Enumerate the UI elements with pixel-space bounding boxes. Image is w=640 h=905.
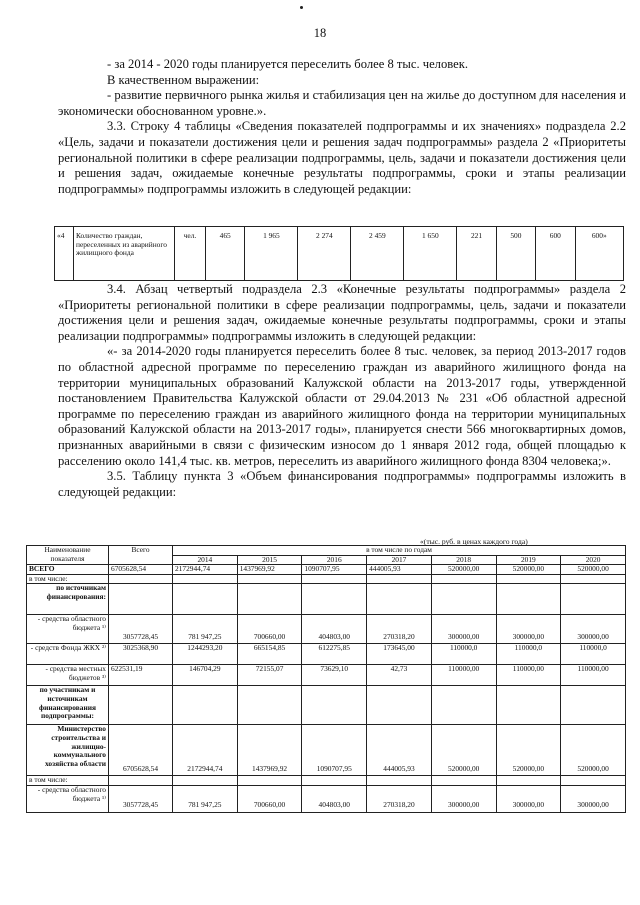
row-total: 6705628,54 <box>109 725 173 776</box>
header-year: 2018 <box>431 555 496 565</box>
table-row <box>27 785 626 812</box>
header-total: Всего <box>109 546 173 565</box>
row-total: 3057728,45 <box>109 785 173 812</box>
paragraph-3: - развитие первичного рынка жилья и стабилизация цен на жилье до доступном для населения и экономически обоснованном уровне.». <box>58 88 626 118</box>
table-cell: 1 965 <box>245 227 298 281</box>
row-value: 72155,07 <box>237 665 302 686</box>
row-value: 1090707,95 <box>302 725 367 776</box>
row-value: 520000,00 <box>561 725 626 776</box>
row-label: ВСЕГО <box>27 565 109 575</box>
row-value: 444005,93 <box>367 565 432 575</box>
table-row <box>27 584 626 615</box>
paragraph-1: - за 2014 - 2020 годы планируется переселить более 8 тыс. человек. <box>107 57 468 71</box>
row-total: 6705628,54 <box>109 565 173 575</box>
table-row <box>27 665 626 686</box>
row-value: 270318,20 <box>367 615 432 644</box>
row-value: 73629,10 <box>302 665 367 686</box>
row-total: 622531,19 <box>109 665 173 686</box>
row-label: в том числе: <box>27 574 109 584</box>
table-cell: чел. <box>175 227 206 281</box>
row-label: - средства областного бюджета ¹⁾ <box>27 615 109 644</box>
row-value: 700660,00 <box>237 615 302 644</box>
row-label: по источникам финансирования: <box>27 584 109 615</box>
row-value: 781 947,25 <box>173 785 238 812</box>
page-number: 18 <box>313 26 327 40</box>
table-cell: 2 459 <box>351 227 404 281</box>
row-value: 1244293,20 <box>173 644 238 665</box>
row-value: 110000,0 <box>561 644 626 665</box>
paragraph-6: «- за 2014-2020 годы планируется переселить более 8 тыс. человек, за период 2013-2017 годов по областной адресной программе по переселению граждан из аварийного жилищного фонда на территории муниципальных образований Калужской области на 2013-2017 годы, утвержденной постановлением Правительства Калужской области от 29.04.2013 № 231 «Об областной адресной программе по переселению граждан из аварийного жилищного фонда на территории муниципальных образований Калужской области на 2013-2017 годы», планируется снести 566 многоквартирных домов, признанных аварийными в связи с физическим износом до 1 января 2012 года, общей площадью к расселению около 141,4 тыс. кв. метров, переселить из аварийного жилищного фонда 8304 человека;». <box>58 344 626 468</box>
row-value: 146704,29 <box>173 665 238 686</box>
table-cell: 600 <box>536 227 575 281</box>
row-value: 110000,00 <box>431 665 496 686</box>
row-value: 300000,00 <box>431 785 496 812</box>
header-year: 2015 <box>237 555 302 565</box>
row-value: 110000,00 <box>561 665 626 686</box>
table-cell: 2 274 <box>298 227 351 281</box>
paragraph-4: 3.3. Строку 4 таблицы «Сведения показателей подпрограммы и их значениях» подраздела 2.2 «Цель, задачи и показатели достижения цели и решения задач подпрограммы» раздела 2 «Приоритеты региональной политики в сфере реализации подпрограммы, цель, задачи и показатели достижения цели и решения задач, ожидаемые конечные результаты подпрограммы, сроки и этапы реализации подпрограммы» подпрограммы изложить в следующей редакции: <box>58 119 626 196</box>
row-value: 2172944,74 <box>173 565 238 575</box>
row-label: - средства местных бюджетов ³⁾ <box>27 665 109 686</box>
table-row <box>27 686 626 725</box>
row-value: 300000,00 <box>561 615 626 644</box>
table-cell: 465 <box>206 227 245 281</box>
row-value: 1437969,92 <box>237 565 302 575</box>
table-row <box>27 565 626 575</box>
table-row <box>27 644 626 665</box>
row-value: 520000,00 <box>561 565 626 575</box>
header-year: 2014 <box>173 555 238 565</box>
row-value: 300000,00 <box>431 615 496 644</box>
row-value: 520000,00 <box>496 565 561 575</box>
row-value: 110000,00 <box>496 665 561 686</box>
table-row <box>27 725 626 776</box>
table-row <box>27 776 626 786</box>
table-cell: Количество граждан, переселенных из аварийного жилищного фонда <box>74 227 175 281</box>
row-value: 665154,85 <box>237 644 302 665</box>
row-value: 404803,00 <box>302 615 367 644</box>
row-total: 3057728,45 <box>109 615 173 644</box>
header-by-years: в том числе по годам <box>173 546 626 556</box>
header-year: 2017 <box>367 555 432 565</box>
paragraph-5: 3.4. Абзац четвертый подраздела 2.3 «Конечные результаты подпрограммы» раздела 2 «Приоритеты региональной политики в сфере реализации подпрограммы, цель, задачи и показатели достижения цели и решения задач, ожидаемые конечные результаты подпрограммы, сроки и этапы реализации подпрограммы» подпрограммы изложить в следующей редакции: <box>58 282 626 343</box>
row-label: Министерство строительства и жилищно-коммунального хозяйства области <box>27 725 109 776</box>
row-value: 781 947,25 <box>173 615 238 644</box>
row-value: 404803,00 <box>302 785 367 812</box>
table-row <box>55 227 624 281</box>
paragraph-7: 3.5. Таблицу пункта 3 «Объем финансирования подпрограммы» подпрограммы изложить в следующей редакции: <box>58 469 626 499</box>
table-row <box>27 574 626 584</box>
row-value: 520000,00 <box>431 725 496 776</box>
table-cell: 600» <box>575 227 624 281</box>
row-value: 270318,20 <box>367 785 432 812</box>
text-block-middle <box>58 282 626 500</box>
row-value: 173645,00 <box>367 644 432 665</box>
table-row <box>27 615 626 644</box>
text-block-top <box>58 57 626 197</box>
row-label: по участникам и источникам финансирования подпрограммы: <box>27 686 109 725</box>
row-value: 520000,00 <box>431 565 496 575</box>
row-value: 700660,00 <box>237 785 302 812</box>
header-year: 2016 <box>302 555 367 565</box>
row-value: 110000,0 <box>431 644 496 665</box>
row-value: 612275,85 <box>302 644 367 665</box>
row-label: в том числе: <box>27 776 109 786</box>
row-value: 444005,93 <box>367 725 432 776</box>
row-value: 520000,00 <box>496 725 561 776</box>
table-cell: 1 650 <box>404 227 457 281</box>
indicator-table <box>54 226 624 281</box>
unit-note: «(тыс. руб. в ценах каждого года) <box>420 537 528 546</box>
row-value: 42,73 <box>367 665 432 686</box>
financing-table <box>26 545 626 813</box>
header-name: Наименование показателя <box>27 546 109 565</box>
row-value: 300000,00 <box>561 785 626 812</box>
row-value: 1437969,92 <box>237 725 302 776</box>
table-header-row <box>27 546 626 556</box>
row-value: 2172944,74 <box>173 725 238 776</box>
header-year: 2019 <box>496 555 561 565</box>
scan-dot <box>300 6 303 9</box>
header-year: 2020 <box>561 555 626 565</box>
row-value: 110000,0 <box>496 644 561 665</box>
table-cell: «4 <box>55 227 74 281</box>
row-value: 300000,00 <box>496 785 561 812</box>
row-total: 3025368,90 <box>109 644 173 665</box>
row-value: 300000,00 <box>496 615 561 644</box>
table-cell: 500 <box>496 227 535 281</box>
paragraph-2: В качественном выражении: <box>107 72 260 87</box>
row-label: - средств Фонда ЖКХ ²⁾ <box>27 644 109 665</box>
table-cell: 221 <box>457 227 496 281</box>
row-value: 1090707,95 <box>302 565 367 575</box>
row-label: - средства областного бюджета ¹⁾ <box>27 785 109 812</box>
